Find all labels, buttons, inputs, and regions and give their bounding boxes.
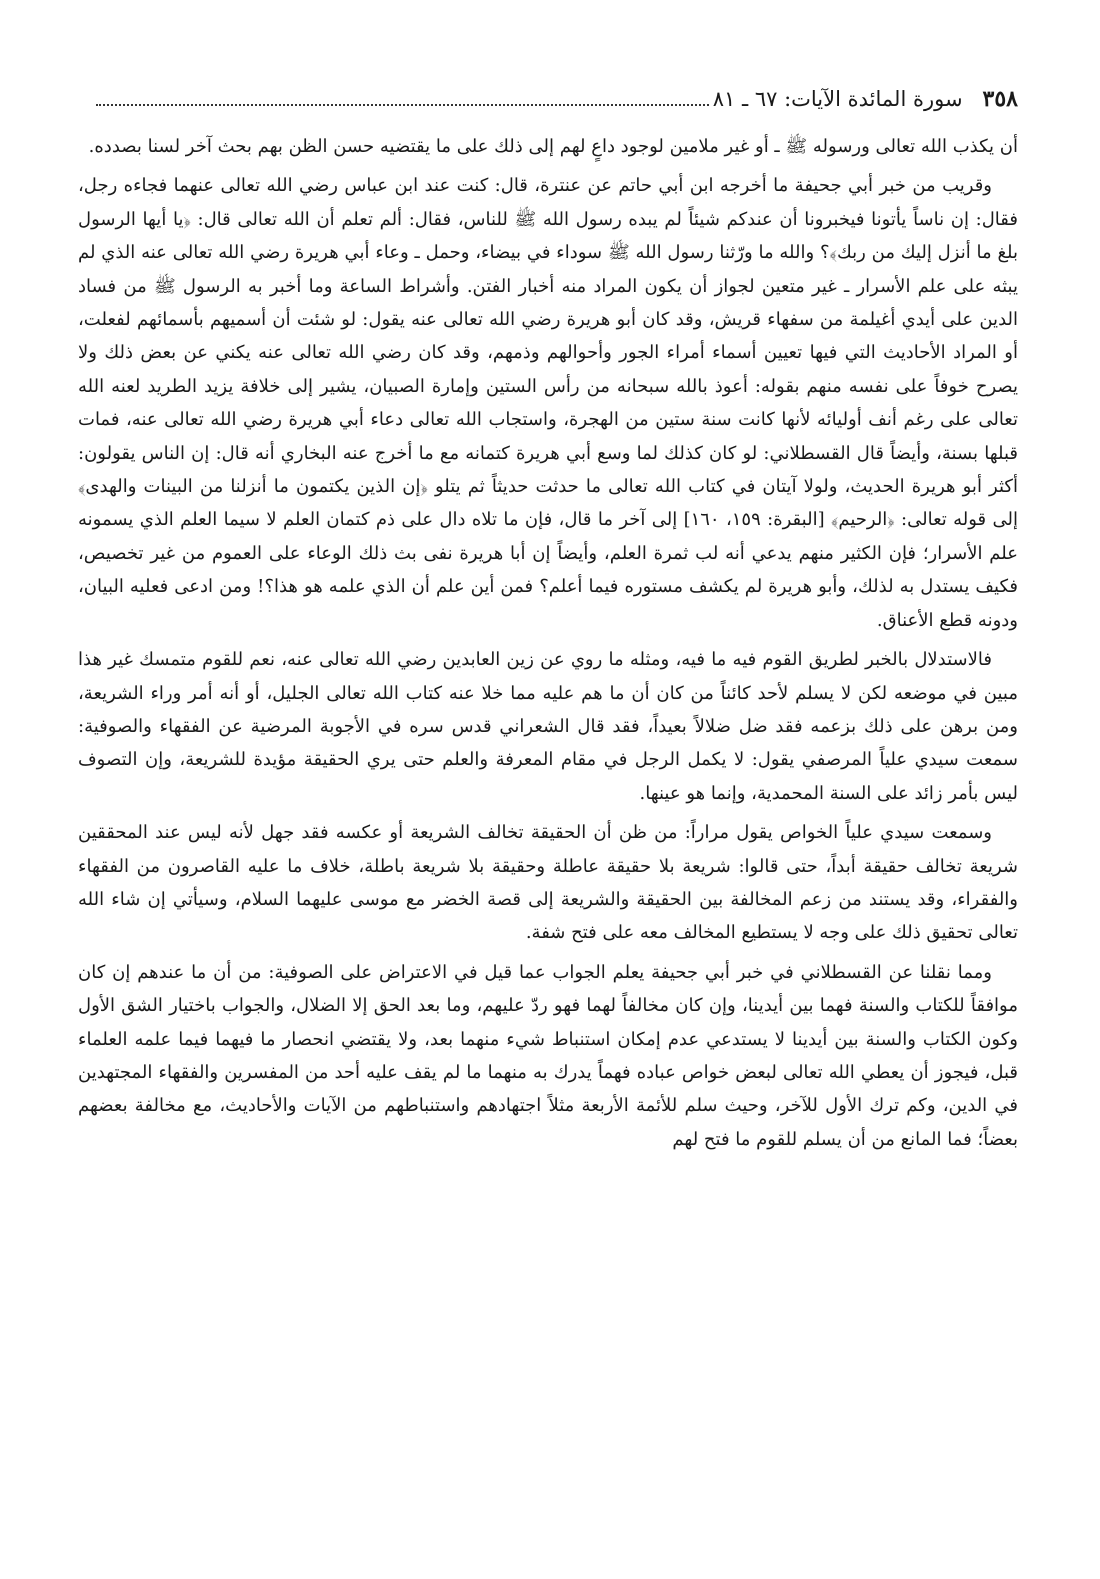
page-number: ٣٥٨ — [982, 86, 1018, 112]
paragraph: وسمعت سيدي علياً الخواص يقول مراراً: من ظن أن الحقيقة تخالف الشريعة أو عكسه فقد جهل لأنه ليس عند المحققين شريعة تخالف حقيقة أبداً، حتى قالوا: شريعة بلا حقيقة عاطلة وحقيقة بلا شريعة باطلة، خلاف ما عليه القاصرون من الفقهاء والفقراء، وقد يستند من زعم المخالفة بين الحقيقة والشريعة إلى قصة الخضر مع موسى عليهما السلام، وسيأتي إن شاء الله تعالى تحقيق ذلك على وجه لا يستطيع المخالف معه على فتح شفة. — [78, 822, 1018, 944]
running-header — [78, 84, 1018, 120]
paragraph: ومما نقلنا عن القسطلاني في خبر أبي جحيفة يعلم الجواب عما قيل في الاعتراض على الصوفية: من أن ما عندهم إن كان موافقاً للكتاب والسنة فهما بين أيدينا، وإن كان مخالفاً لهما فهو ردّ عليهم، وما بعد الحق إلا الضلال، والجواب باختيار الشق الأول وكون الكتاب والسنة بين أيدينا لا يستدعي عدم إمكان استنباط شيء منهما بعد، ولا يقتضي انحصار ما فيهما فيما علمه العلماء قبل، فيجوز أن يعطي الله تعالى لبعض خواص عباده فهماً يدرك به منهما ما لم يقف عليه أحد من المفسرين والفقهاء المجتهدين في الدين، وكم ترك الأول للآخر، وحيث سلم للأئمة الأربعة مثلاً اجتهادهم واستنباطهم من الآيات والأحاديث، مع مخالفة بعضهم بعضاً؛ فما المانع من أن يسلم للقوم ما فتح لهم — [78, 961, 1018, 1150]
body-text — [78, 130, 1018, 1156]
section-title: سورة المائدة الآيات: ٦٧ ـ ٨١ — [712, 87, 963, 111]
book-page — [78, 84, 1018, 1559]
paragraph: أن يكذب الله تعالى ورسوله ﷺ ـ أو غير ملامين لوجود داعٍ لهم إلى ذلك على ما يقتضيه حسن الظن بهم بحث آخر لسنا بصدده. — [88, 136, 1018, 157]
paragraph: فالاستدلال بالخبر لطريق القوم فيه ما فيه، ومثله ما روي عن زين العابدين رضي الله تعالى عنه، نعم للقوم متمسك غير هذا مبين في موضعه لكن لا يسلم لأحد كائناً من كان أن ما هم عليه مما خلا عنه كتاب الله تعالى الجليل، أو أنه أمر وراء الشريعة، ومن برهن على ذلك بزعمه فقد ضل ضلالاً بعيداً، فقد قال الشعراني قدس سره في الأجوبة المرضية عن الفقهاء والصوفية: سمعت سيدي علياً المرصفي يقول: لا يكمل الرجل في مقام المعرفة والعلم حتى يري الحقيقة مؤيدة للشريعة، وإن التصوف ليس بأمر زائد على السنة المحمدية، وإنما هو عينها. — [78, 649, 1018, 804]
dotted-leader — [96, 103, 709, 106]
paragraph: وقريب من خبر أبي جحيفة ما أخرجه ابن أبي حاتم عن عنترة، قال: كنت عند ابن عباس رضي الله تعالى عنهما فجاءه رجل، فقال: إن ناساً يأتونا فيخبرونا أن عندكم شيئاً لم يبده رسول الله ﷺ للناس، فقال: ألم تعلم أن الله تعالى قال: ﴿يا أيها الرسول بلغ ما أنزل إليك من ربك﴾؟ والله ما ورّثنا رسول الله ﷺ سوداء في بيضاء، وحمل ـ وعاء أبي هريرة رضي الله تعالى عنه الذي لم يبثه على علم الأسرار ـ غير متعين لجواز أن يكون المراد منه أخبار الفتن. وأشراط الساعة وما أخبر به الرسول ﷺ من فساد الدين على أيدي أغيلمة من سفهاء قريش، وقد كان أبو هريرة رضي الله تعالى عنه يقول: لو شئت أن أسميهم بأسمائهم لفعلت، أو المراد الأحاديث التي فيها تعيين أسماء أمراء الجور وأحوالهم وذمهم، وقد كان رضي الله تعالى عنه يكني عن بعض ذلك ولا يصرح خوفاً على نفسه منهم بقوله: أعوذ بالله سبحانه من رأس الستين وإمارة الصبيان، يشير إلى خلافة يزيد الطريد لعنه الله تعالى على رغم أنف أوليائه لأنها كانت سنة ستين من الهجرة، واستجاب الله تعالى دعاء أبي هريرة رضي الله تعالى عنه، فمات قبلها بسنة، وأيضاً قال القسطلاني: لو كان كذلك لما وسع أبي هريرة كتمانه مع ما أخرج عنه البخاري أنه قال: إن الناس يقولون: أكثر أبو هريرة الحديث، ولولا آيتان في كتاب الله تعالى ما حدثت حديثاً ثم يتلو ﴿إن الذين يكتمون ما أنزلنا من البينات والهدى﴾ إلى قوله تعالى: ﴿الرحيم﴾ [البقرة: ١٥٩، ١٦٠] إلى آخر ما قال، فإن ما تلاه دال على ذم كتمان العلم لا سيما العلم الذي يسمونه علم الأسرار؛ فإن الكثير منهم يدعي أنه لب ثمرة العلم، وأيضاً إن أبا هريرة نفى بث ذلك الوعاء على العموم من غير تخصيص، فكيف يستدل به لذلك، وأبو هريرة لم يكشف مستوره فيما أعلم؟ فمن أين علم أن الذي علمه هو هذا؟! ومن ادعى فعليه البيان، ودونه قطع الأعناق. — [78, 175, 1018, 631]
